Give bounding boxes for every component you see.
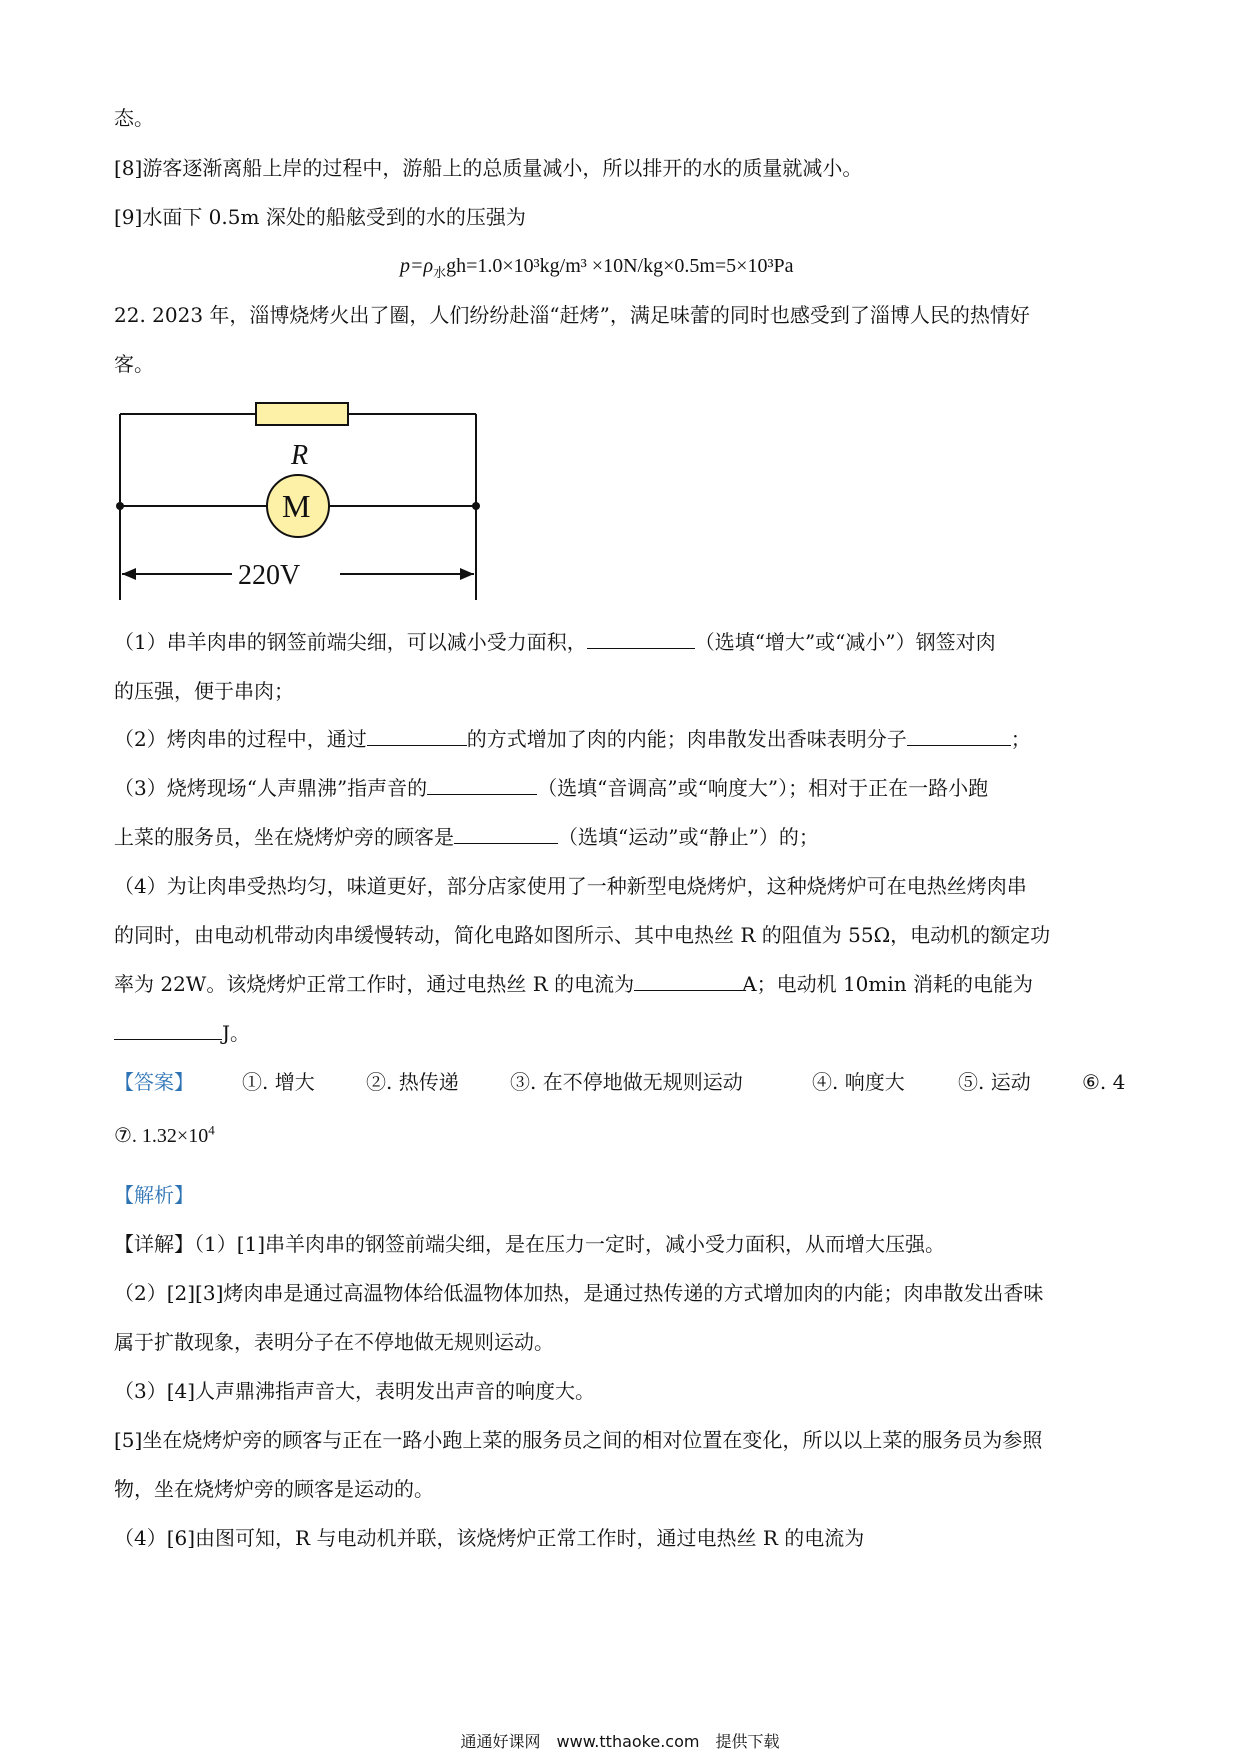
answer-tag: 【答案】 [114, 1070, 194, 1094]
text-line: 的压强，便于串肉； [114, 679, 294, 703]
junction-dot-right [472, 502, 480, 510]
answer-blank-4[interactable] [427, 774, 537, 795]
answer-7-exponent: 4 [208, 1122, 215, 1138]
answer-blank-3[interactable] [907, 725, 1011, 746]
answer-item: ⑥. 4 [1082, 1070, 1126, 1094]
motor-label: M [282, 488, 311, 524]
answer-blank-5[interactable] [454, 823, 558, 844]
question-title: 22. 2023 年，淄博烧烤火出了圈，人们纷纷赴淄“赶烤”，满足味蕾的同时也感受到了淄博人民的热情好 [114, 303, 1030, 327]
text-line: [9]水面下 0.5m 深处的船舷受到的水的压强为 [114, 205, 526, 229]
answer-item: ①. 增大 [242, 1070, 315, 1094]
q2-text-3: ； [1010, 727, 1031, 751]
analysis-line: 物，坐在烧烤炉旁的顾客是运动的。 [114, 1477, 434, 1501]
arrow-left-icon [122, 568, 136, 580]
analysis-line: 属于扩散现象，表明分子在不停地做无规则运动。 [114, 1330, 554, 1354]
question-title-cont: 客。 [114, 352, 154, 376]
analysis-tag: 【解析】 [114, 1183, 194, 1207]
q4-line-2 [114, 1019, 250, 1047]
answer-item: ②. 热传递 [366, 1070, 459, 1094]
q1-line [114, 628, 996, 656]
formula-rhs: gh=1.0×10³kg/m³ ×10N/kg×0.5m=5×10³Pa [446, 255, 794, 277]
q4-text-2: A；电动机 10min 消耗的电能为 [742, 972, 1033, 996]
analysis-line: （3）[4]人声鼎沸指声音大，表明发出声音的响度大。 [114, 1379, 596, 1403]
formula-lhs: p=ρ [400, 255, 434, 277]
analysis-line: 【详解】（1）[1]串羊肉串的钢签前端尖细，是在压力一定时，减小受力面积，从而增大压强。 [114, 1232, 946, 1256]
q4-line [114, 970, 1033, 998]
answer-blank-6[interactable] [634, 970, 742, 991]
answer-item: ⑤. 运动 [958, 1070, 1031, 1094]
junction-dot-left [116, 502, 124, 510]
arrow-right-icon [460, 568, 474, 580]
q2-text: （2）烤肉串的过程中，通过 [114, 727, 367, 751]
analysis-line: （4）[6]由图可知，R 与电动机并联，该烧烤炉正常工作时，通过电热丝 R 的电流为 [114, 1526, 865, 1550]
page-footer: 通通好课网 www.tthaoke.com 提供下载 [460, 1732, 780, 1751]
pressure-formula [400, 252, 793, 287]
answer-item: ③. 在不停地做无规则运动 [510, 1070, 743, 1094]
analysis-line: [5]坐在烧烤炉旁的顾客与正在一路小跑上菜的服务员之间的相对位置在变化，所以以上菜的服务员为参照 [114, 1428, 1043, 1452]
q2-line [114, 725, 1031, 753]
q4-text: 率为 22W。该烧烤炉正常工作时，通过电热丝 R 的电流为 [114, 972, 635, 996]
q3-text-4: （选填“运动”或“静止”）的； [558, 825, 819, 849]
q3-text: （3）烧烤现场“人声鼎沸”指声音的 [114, 776, 428, 800]
q3-line [114, 774, 988, 802]
text-line: （4）为让肉串受热均匀，味道更好，部分店家使用了一种新型电烧烤炉，这种烧烤炉可在电热丝烤肉串 [114, 874, 1027, 898]
answer-blank-1[interactable] [587, 628, 695, 649]
text-line: 态。 [114, 106, 154, 130]
q3-text-2: （选填“音调高”或“响度大”）；相对于正在一路小跑 [537, 776, 989, 800]
analysis-line: （2）[2][3]烤肉串是通过高温物体给低温物体加热，是通过热传递的方式增加肉的内能；肉串散发出香味 [114, 1281, 1044, 1305]
q4-text-3: J。 [222, 1021, 251, 1045]
circuit-diagram [108, 394, 488, 610]
q1-text: （1）串羊肉串的钢签前端尖细，可以减小受力面积， [114, 630, 587, 654]
text-line: [8]游客逐渐离船上岸的过程中，游船上的总质量减小，所以排开的水的质量就减小。 [114, 156, 863, 180]
answer-item: ④. 响度大 [812, 1070, 905, 1094]
voltage-label: 220V [238, 560, 301, 591]
resistor-symbol [256, 403, 348, 425]
resistor-label: R [291, 440, 309, 471]
q3-text-3: 上菜的服务员，坐在烧烤炉旁的顾客是 [114, 825, 454, 849]
text-line: 的同时，由电动机带动肉串缓慢转动，简化电路如图所示、其中电热丝 R 的阻值为 55Ω，电动机的额定功 [114, 923, 1051, 947]
q3-line-2 [114, 823, 819, 851]
answer-7-base: ⑦. 1.32×10 [114, 1125, 209, 1147]
q2-text-2: 的方式增加了肉的内能；肉串散发出香味表明分子 [466, 727, 907, 751]
answer-blank-7[interactable] [114, 1019, 222, 1040]
formula-subscript: 水 [433, 265, 447, 280]
answer-item-7 [114, 1122, 215, 1150]
answer-blank-2[interactable] [367, 725, 467, 746]
q1-text-2: （选填“增大”或“减小”）钢签对肉 [694, 630, 996, 654]
